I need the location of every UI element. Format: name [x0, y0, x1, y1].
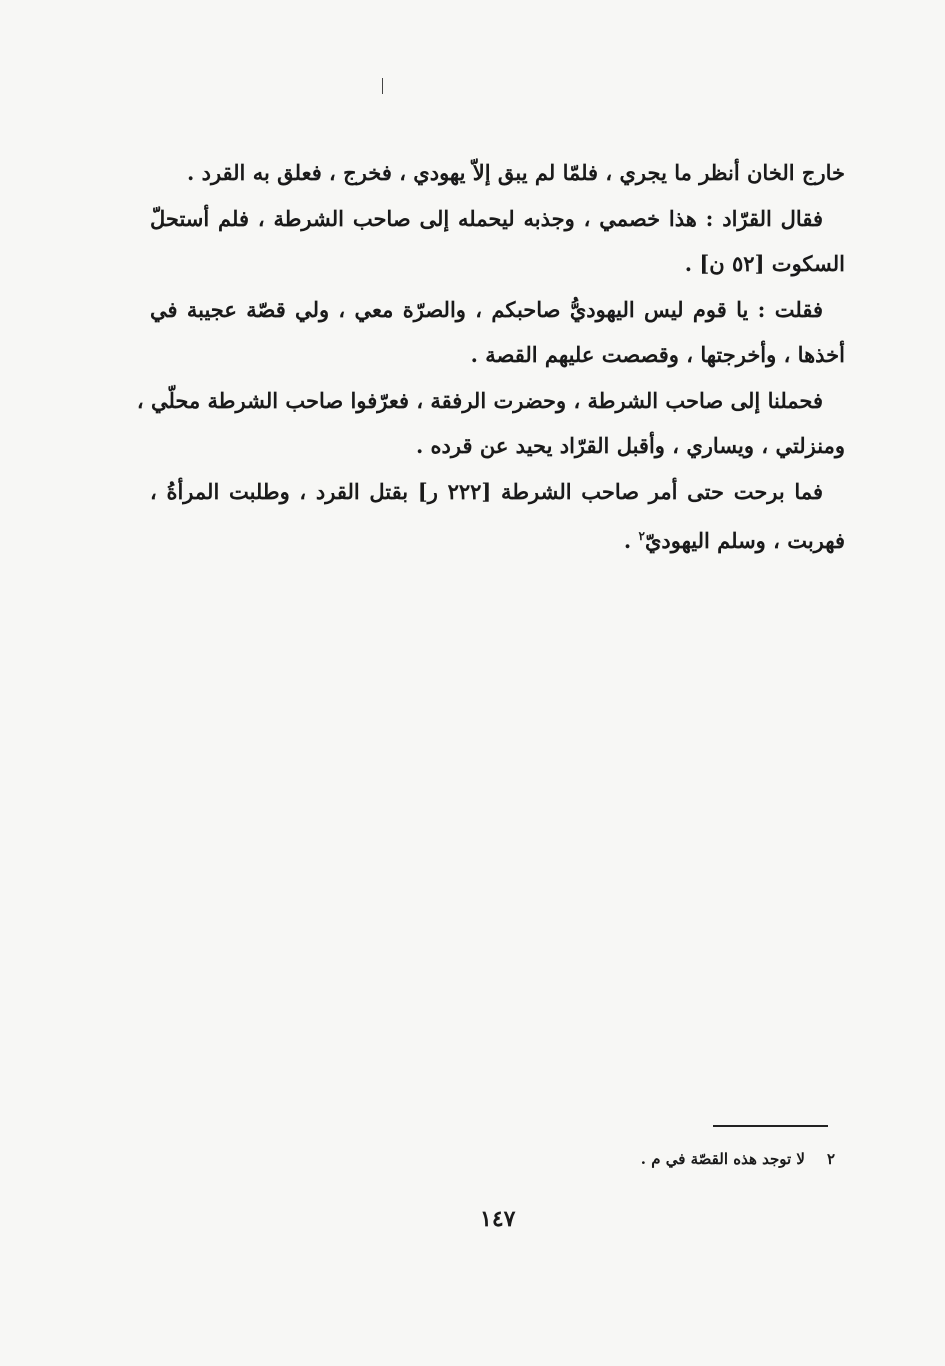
text-line: ومنزلتي ، ويساري ، وأقبل القرّاد يحيد عن قرده . [415, 433, 845, 458]
footnote-number: ٢ [826, 1150, 835, 1168]
text-line: فقال القرّاد : هذا خصمي ، وجذبه ليحمله إلى صاحب الشرطة ، فلم أستحلّ [150, 205, 823, 231]
text-line-with-footnote [150, 514, 845, 564]
page-number: ١٤٧ [480, 1206, 516, 1232]
text-line: أخذها ، وأخرجتها ، وقصصت عليهم القصة . [470, 342, 845, 367]
footnote [641, 1150, 835, 1168]
main-text [136, 150, 845, 564]
text-line: خارج الخان أنظر ما يجري ، فلمّا لم يبق إلاّ يهودي ، فخرج ، فعلق به القرد . [186, 160, 845, 185]
top-mark [382, 78, 383, 94]
text-line: فقلت : يا قوم ليس اليهوديُّ صاحبكم ، والصرّة معي ، ولي قصّة عجيبة في [150, 296, 823, 322]
text-segment: فهربت ، وسلم اليهوديّ [644, 528, 845, 553]
footnote-text: لا توجد هذه القصّة في م . [640, 1150, 805, 1168]
text-segment: . [623, 528, 639, 553]
text-line: فما برحت حتى أمر صاحب الشرطة [٢٢٢ ر] بقتل القرد ، وطلبت المرأةُ ، [150, 478, 824, 504]
footnote-divider [713, 1125, 828, 1127]
text-line: فحملنا إلى صاحب الشرطة ، وحضرت الرفقة ، فعرّفوا صاحب الشرطة محلّي ، [136, 387, 823, 413]
footnote-marker: ٢ [638, 529, 645, 543]
text-line: السكوت [٥٢ ن] . [684, 251, 845, 276]
